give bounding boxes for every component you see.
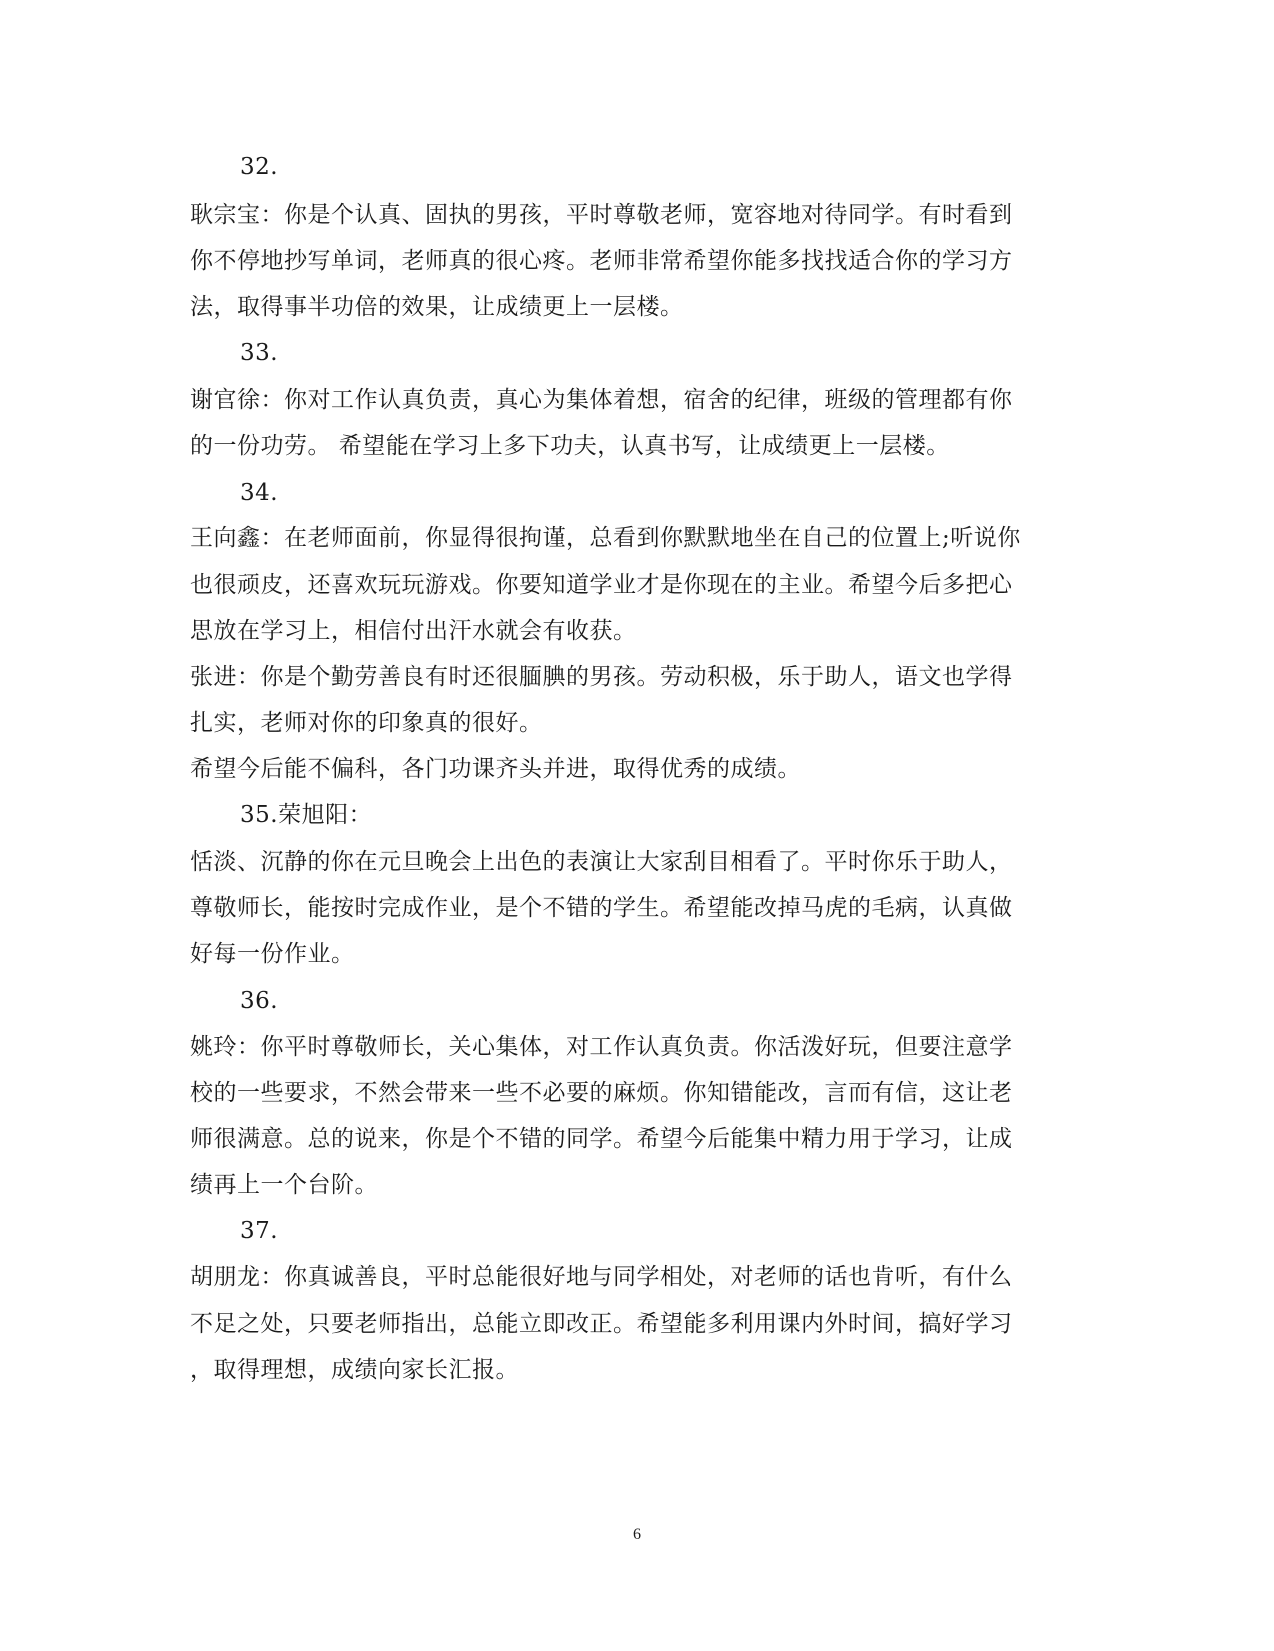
text-line: 张进：你是个勤劳善良有时还很腼腆的男孩。劳动积极，乐于助人，语文也学得 xyxy=(190,664,1013,690)
text-line: 扎实，老师对你的印象真的很好。 xyxy=(190,710,543,736)
entry-number: 35.荣旭阳： xyxy=(240,802,373,828)
page-number: 6 xyxy=(633,1526,641,1543)
text-line: 胡朋龙：你真诚善良，平时总能很好地与同学相处，对老师的话也肯听，有什么 xyxy=(190,1264,1013,1290)
text-line: 好每一份作业。 xyxy=(190,941,355,967)
text-line: 不足之处，只要老师指出，总能立即改正。希望能多利用课内外时间，搞好学习 xyxy=(190,1311,1013,1337)
text-line: 校的一些要求，不然会带来一些不必要的麻烦。你知错能改，言而有信，这让老 xyxy=(190,1080,1013,1106)
text-line: 王向鑫：在老师面前，你显得很拘谨，总看到你默默地坐在自己的位置上;听说你 xyxy=(190,525,1021,551)
text-line: 绩再上一个台阶。 xyxy=(190,1172,378,1198)
text-line: 的一份功劳。 希望能在学习上多下功夫，认真书写，让成绩更上一层楼。 xyxy=(190,433,950,459)
text-line: 耿宗宝：你是个认真、固执的男孩，平时尊敬老师，宽容地对待同学。有时看到 xyxy=(190,202,1013,228)
text-line: ，取得理想，成绩向家长汇报。 xyxy=(190,1357,519,1383)
entry-number: 32. xyxy=(240,154,279,180)
text-line: 也很顽皮，还喜欢玩玩游戏。你要知道学业才是你现在的主业。希望今后多把心 xyxy=(190,572,1013,598)
text-line: 法，取得事半功倍的效果，让成绩更上一层楼。 xyxy=(190,294,684,320)
text-line: 师很满意。总的说来，你是个不错的同学。希望今后能集中精力用于学习，让成 xyxy=(190,1126,1013,1152)
text-line: 希望今后能不偏科，各门功课齐头并进，取得优秀的成绩。 xyxy=(190,756,801,782)
text-line: 姚玲：你平时尊敬师长，关心集体，对工作认真负责。你活泼好玩，但要注意学 xyxy=(190,1034,1013,1060)
text-line: 谢官徐：你对工作认真负责，真心为集体着想，宿舍的纪律，班级的管理都有你 xyxy=(190,387,1013,413)
entry-number: 36. xyxy=(240,988,279,1014)
text-line: 你不停地抄写单词，老师真的很心疼。老师非常希望你能多找找适合你的学习方 xyxy=(190,248,1013,274)
text-line: 尊敬师长，能按时完成作业，是个不错的学生。希望能改掉马虎的毛病，认真做 xyxy=(190,895,1013,921)
entry-number: 37. xyxy=(240,1218,279,1244)
text-line: 恬淡、沉静的你在元旦晚会上出色的表演让大家刮目相看了。平时你乐于助人， xyxy=(190,849,1013,875)
text-line: 思放在学习上，相信付出汗水就会有收获。 xyxy=(190,618,637,644)
entry-number: 33. xyxy=(240,340,279,366)
entry-number: 34. xyxy=(240,480,279,506)
